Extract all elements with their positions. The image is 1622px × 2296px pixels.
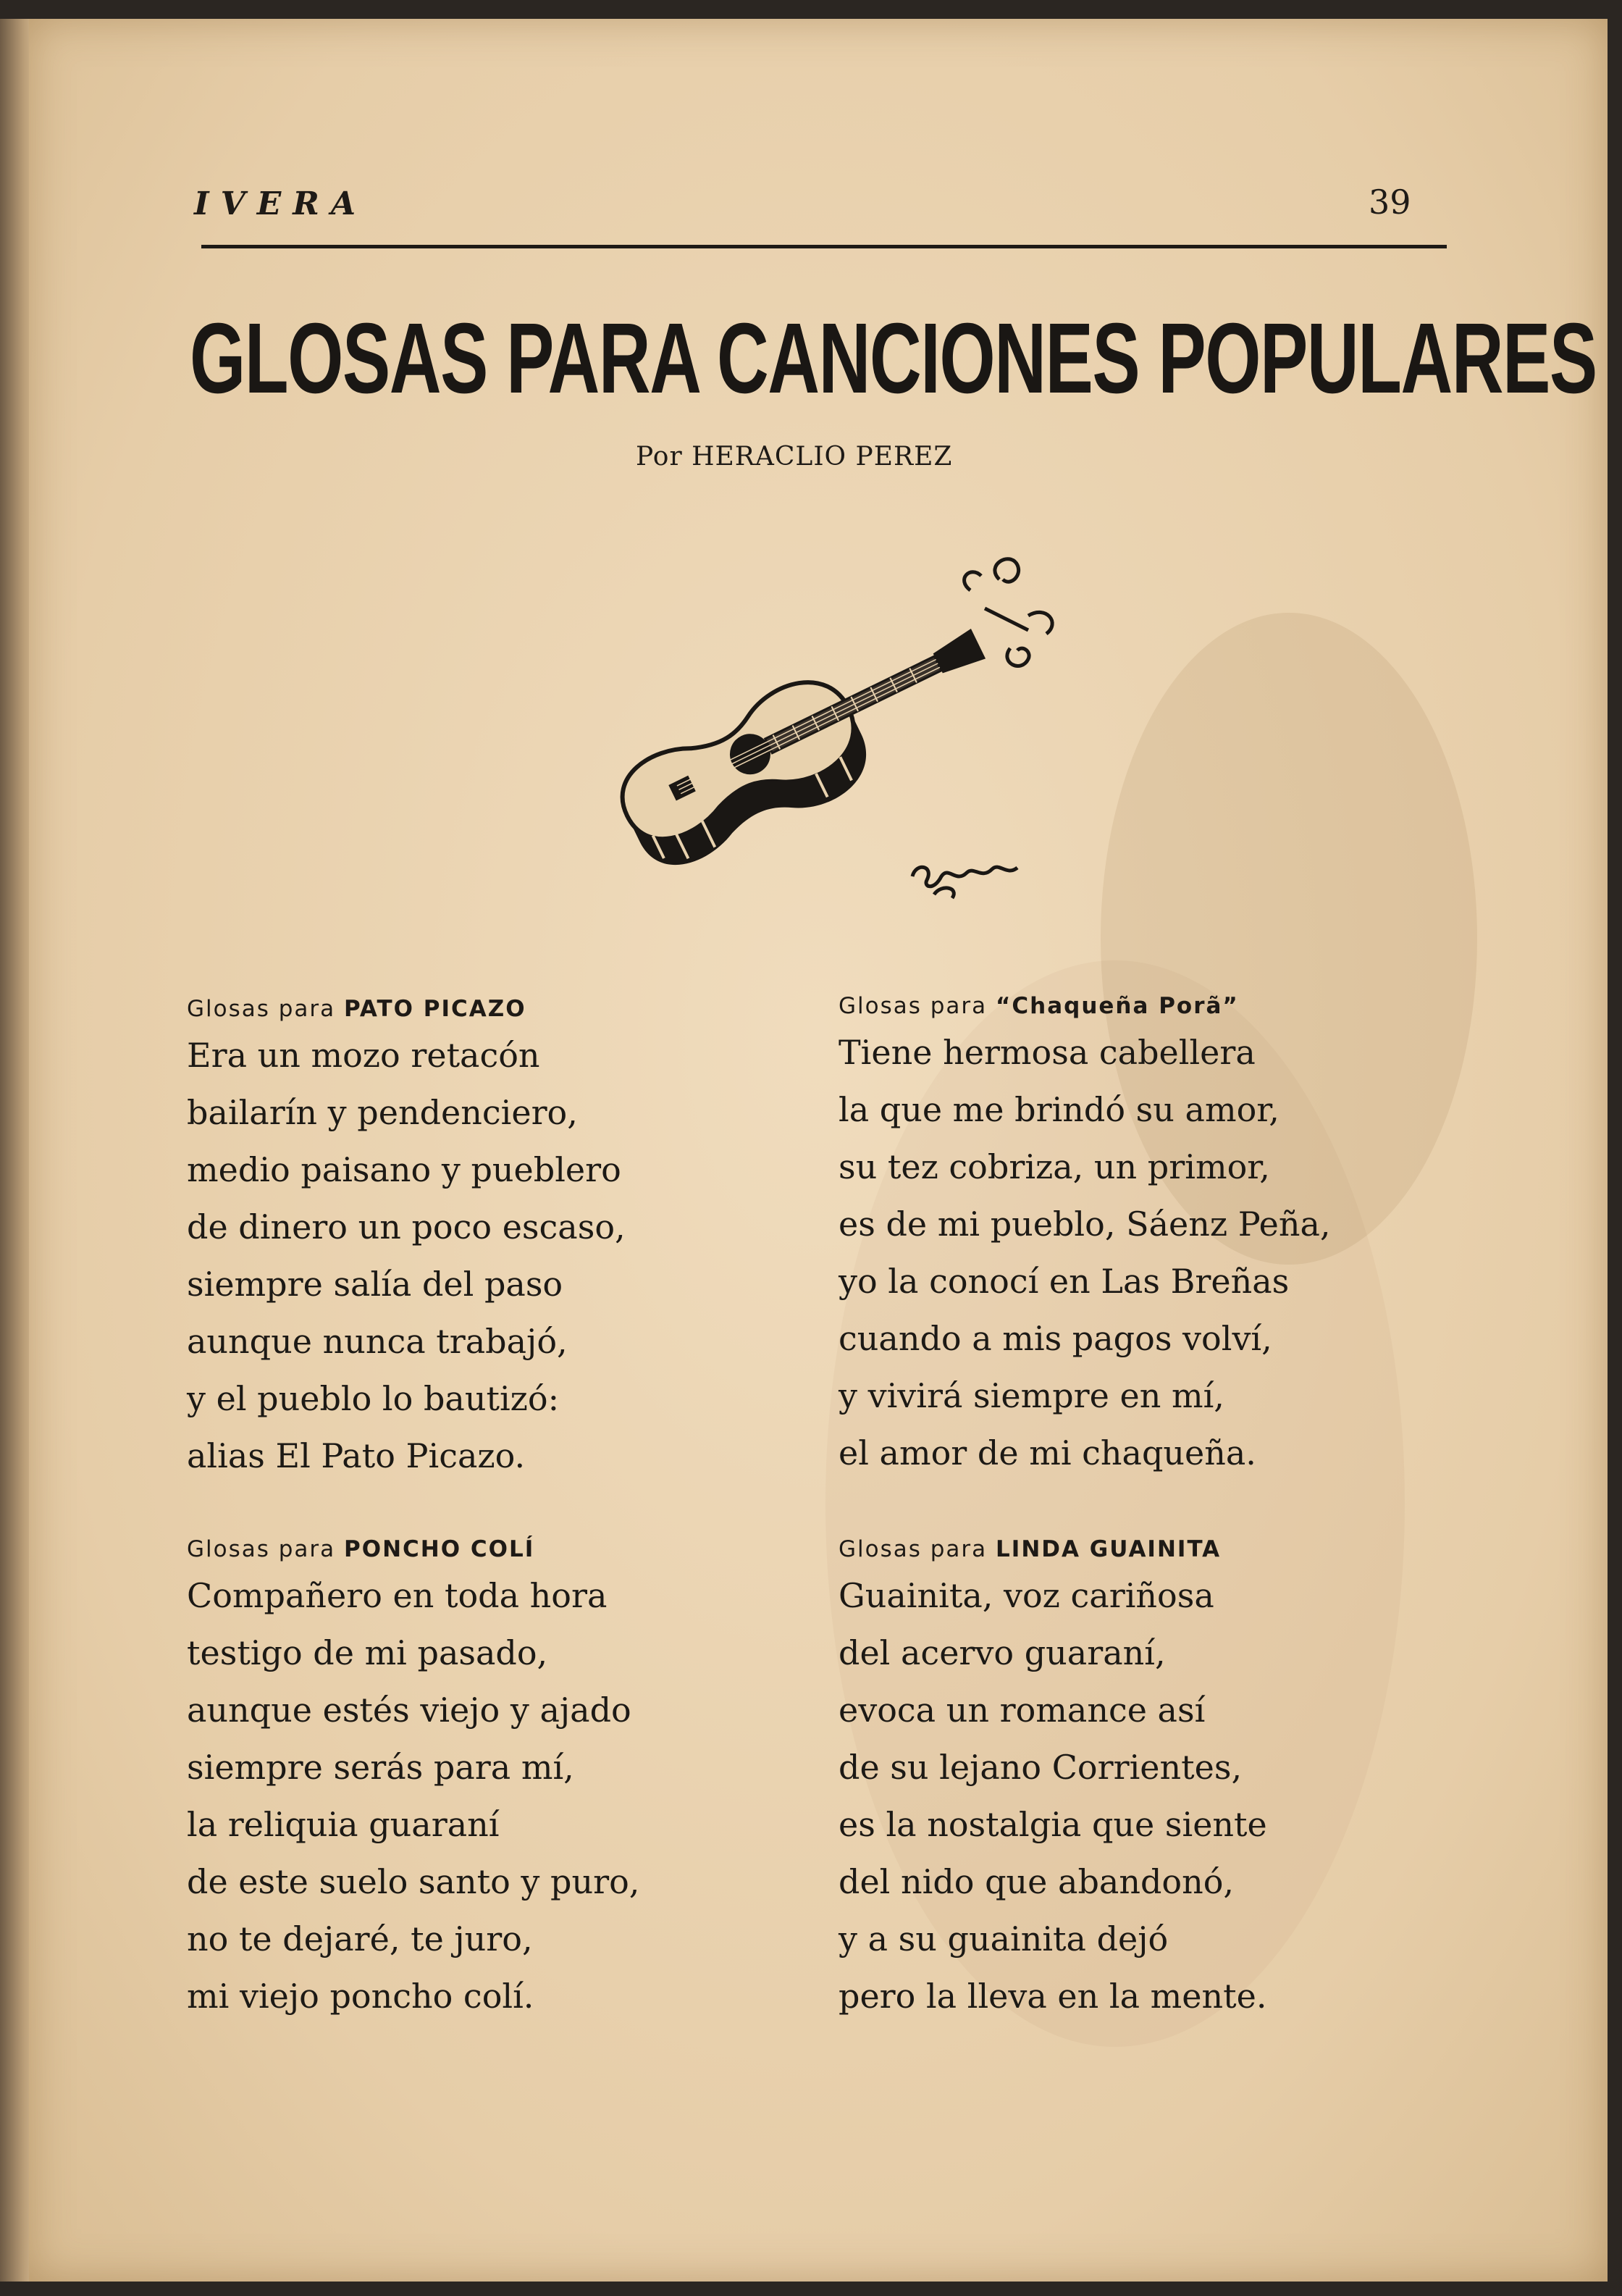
guitar-icon bbox=[594, 536, 1086, 913]
header-rule bbox=[201, 245, 1447, 248]
gloss-linda-guainita bbox=[839, 1531, 1490, 2025]
verse-line: mi viejo poncho colí. bbox=[187, 1977, 534, 2016]
page-number: 39 bbox=[1369, 183, 1411, 222]
verse-line: alias El Pato Picazo. bbox=[187, 1436, 526, 1475]
verse-line: no te dejaré, te juro, bbox=[187, 1919, 533, 1958]
verse-line: la que me brindó su amor, bbox=[839, 1090, 1279, 1129]
gloss-pato-picazo bbox=[187, 991, 839, 1485]
magazine-name: IVERA bbox=[194, 185, 367, 222]
gloss-heading bbox=[187, 1531, 839, 1567]
verse-line: siempre serás para mí, bbox=[187, 1748, 574, 1787]
verse-line: y vivirá siempre en mí, bbox=[839, 1376, 1224, 1415]
verse-line: del nido que abandonó, bbox=[839, 1862, 1235, 1901]
gloss-heading bbox=[187, 991, 839, 1027]
verse-line: Guainita, voz cariñosa bbox=[839, 1576, 1214, 1615]
gloss-prefix: Glosas para bbox=[187, 1536, 336, 1562]
verse-line: es de mi pueblo, Sáenz Peña, bbox=[839, 1204, 1331, 1244]
verse-line: de su lejano Corrientes, bbox=[839, 1748, 1243, 1787]
verse-line: Era un mozo retacón bbox=[187, 1036, 540, 1075]
verse-line: Compañero en toda hora bbox=[187, 1576, 608, 1615]
verse-line: de este suelo santo y puro, bbox=[187, 1862, 640, 1901]
gloss-poncho-coli bbox=[187, 1531, 839, 2025]
verse-line: evoca un romance así bbox=[839, 1690, 1206, 1730]
verse-line: y a su guainita dejó bbox=[839, 1919, 1169, 1958]
verse-line: bailarín y pendenciero, bbox=[187, 1093, 578, 1132]
gloss-prefix: Glosas para bbox=[839, 993, 988, 1019]
verse-line: la reliquia guaraní bbox=[187, 1805, 500, 1844]
verse-line: medio paisano y pueblero bbox=[187, 1150, 621, 1189]
gloss-subject: PATO PICAZO bbox=[344, 996, 526, 1022]
verse-line: es la nostalgia que siente bbox=[839, 1805, 1267, 1844]
byline: Por HERACLIO PEREZ bbox=[636, 442, 953, 472]
verse-line: su tez cobriza, un primor, bbox=[839, 1147, 1270, 1186]
verse-line: yo la conocí en Las Breñas bbox=[839, 1262, 1290, 1301]
verse-line: aunque nunca trabajó, bbox=[187, 1322, 568, 1361]
gloss-subject: PONCHO COLÍ bbox=[344, 1536, 535, 1562]
verse-line: Tiene hermosa cabellera bbox=[839, 1033, 1256, 1072]
verse-line: aunque estés viejo y ajado bbox=[187, 1690, 631, 1730]
gloss-subject: LINDA GUAINITA bbox=[996, 1536, 1222, 1562]
verse-line: de dinero un poco escaso, bbox=[187, 1207, 626, 1247]
gloss-prefix: Glosas para bbox=[839, 1536, 988, 1562]
gloss-prefix: Glosas para bbox=[187, 996, 336, 1022]
verse-line: del acervo guaraní, bbox=[839, 1633, 1166, 1672]
verse-line: pero la lleva en la mente. bbox=[839, 1977, 1267, 2016]
gloss-subject: “Chaqueña Porã” bbox=[996, 993, 1239, 1019]
verse-line: cuando a mis pagos volví, bbox=[839, 1319, 1272, 1358]
verse-line: y el pueblo lo bautizó: bbox=[187, 1379, 560, 1418]
gloss-heading bbox=[839, 1531, 1490, 1567]
gloss-heading bbox=[839, 988, 1490, 1024]
verse-line: testigo de mi pasado, bbox=[187, 1633, 548, 1672]
verse-line: siempre salía del paso bbox=[187, 1265, 563, 1304]
gloss-chaquena-pora bbox=[839, 988, 1490, 1482]
verse-line: el amor de mi chaqueña. bbox=[839, 1433, 1256, 1472]
article-title: GLOSAS PARA CANCIONES POPULARES bbox=[190, 303, 1597, 414]
